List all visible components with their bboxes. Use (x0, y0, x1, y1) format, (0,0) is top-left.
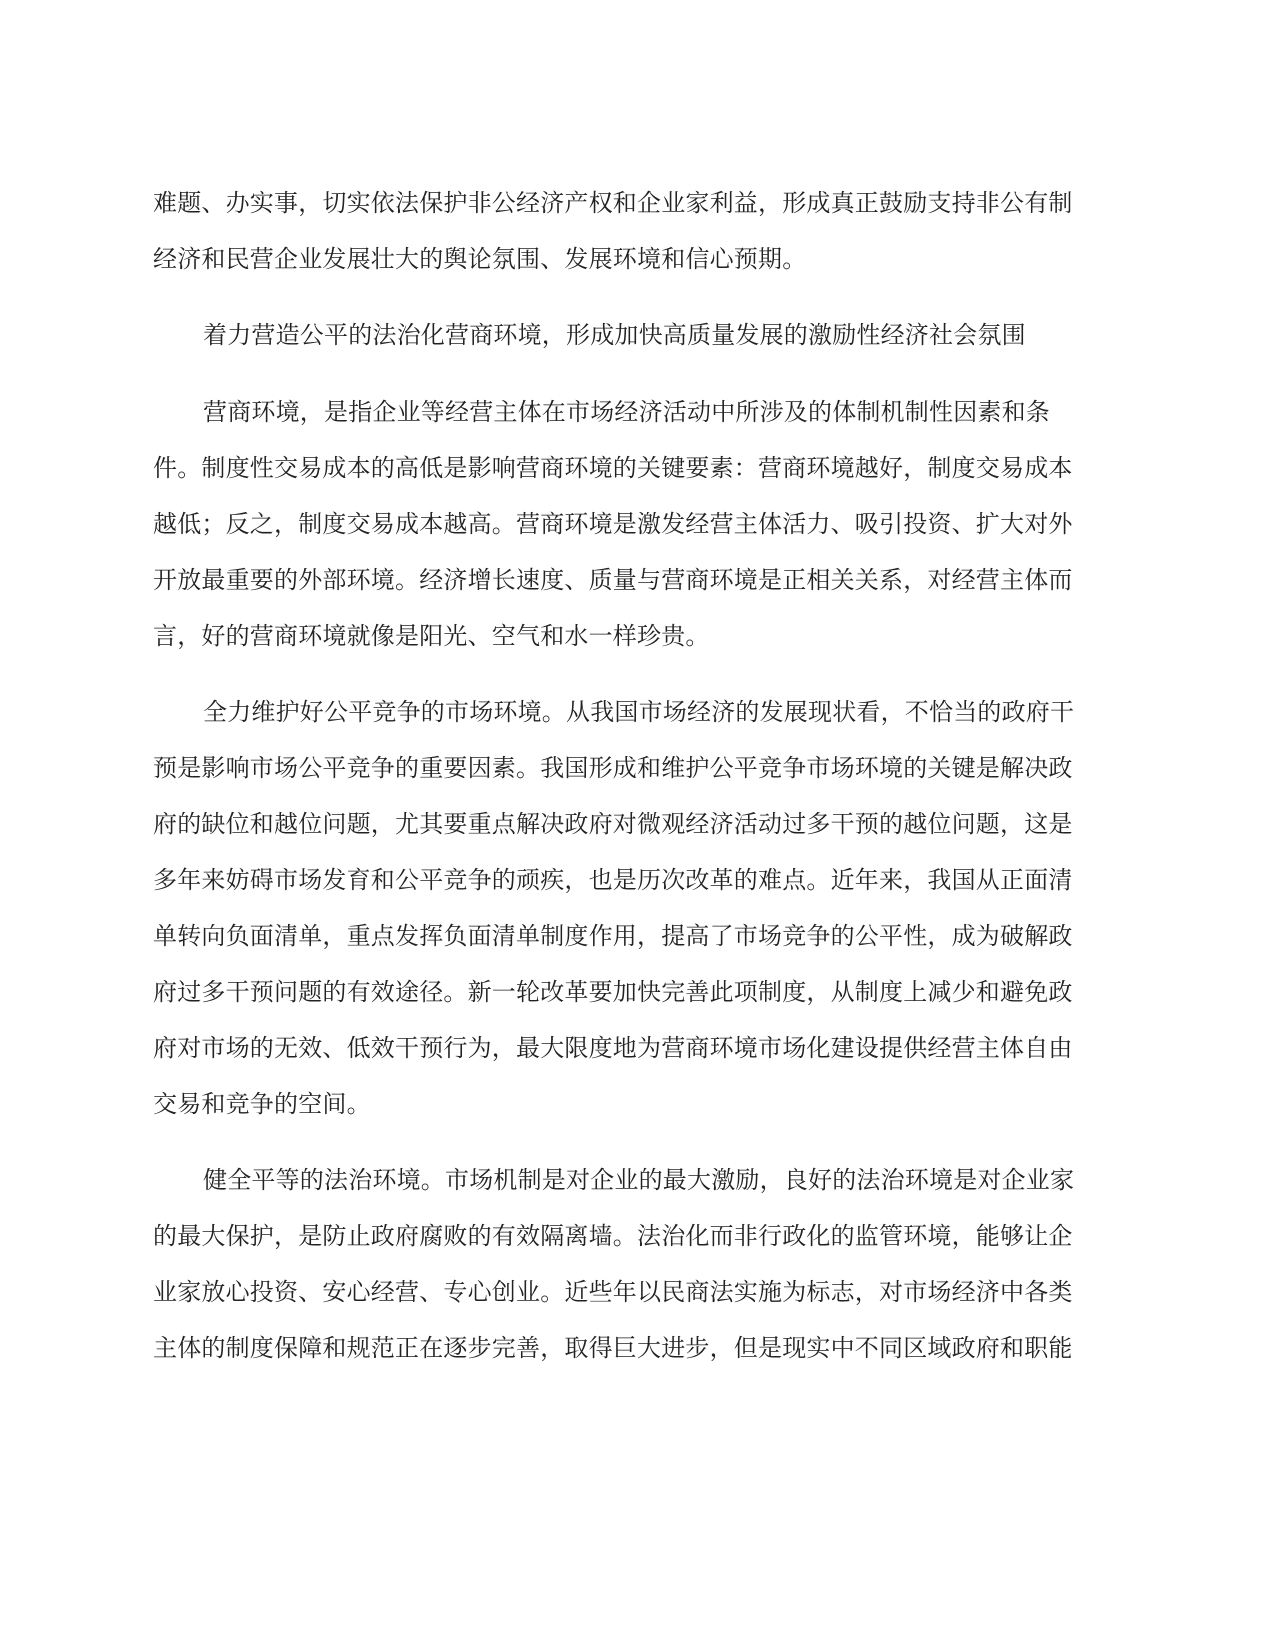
section-heading: 着力营造公平的法治化营商环境，形成加快高质量发展的激励性经济社会氛围 (203, 321, 1026, 349)
text-line: 府对市场的无效、低效干预行为，最大限度地为营商环境市场化建设提供经营主体自由 (153, 1034, 1073, 1062)
text-line: 全力维护好公平竞争的市场环境。从我国市场经济的发展现状看，不恰当的政府干 (203, 698, 1075, 726)
text-line: 营商环境，是指企业等经营主体在市场经济活动中所涉及的体制机制性因素和条 (203, 398, 1050, 426)
text-line: 多年来妨碍市场发育和公平竞争的顽疾，也是历次改革的难点。近年来，我国从正面清 (153, 866, 1073, 894)
text-line: 业家放心投资、安心经营、专心创业。近些年以民商法实施为标志，对市场经济中各类 (153, 1278, 1073, 1306)
text-line: 主体的制度保障和规范正在逐步完善，取得巨大进步，但是现实中不同区域政府和职能 (153, 1334, 1073, 1362)
text-line: 经济和民营企业发展壮大的舆论氛围、发展环境和信心预期。 (153, 245, 807, 273)
text-line: 难题、办实事，切实依法保护非公经济产权和企业家利益，形成真正鼓励支持非公有制 (153, 189, 1073, 217)
text-line: 越低；反之，制度交易成本越高。营商环境是激发经营主体活力、吸引投资、扩大对外 (153, 510, 1073, 538)
text-line: 健全平等的法治环境。市场机制是对企业的最大激励，良好的法治环境是对企业家 (203, 1166, 1075, 1194)
text-line: 开放最重要的外部环境。经济增长速度、质量与营商环境是正相关关系，对经营主体而 (153, 566, 1073, 594)
text-line: 交易和竞争的空间。 (153, 1090, 371, 1118)
text-line: 件。制度性交易成本的高低是影响营商环境的关键要素：营商环境越好，制度交易成本 (153, 454, 1073, 482)
text-line: 府过多干预问题的有效途径。新一轮改革要加快完善此项制度，从制度上减少和避免政 (153, 978, 1073, 1006)
text-line: 预是影响市场公平竞争的重要因素。我国形成和维护公平竞争市场环境的关键是解决政 (153, 754, 1073, 782)
text-line: 单转向负面清单，重点发挥负面清单制度作用，提高了市场竞争的公平性，成为破解政 (153, 922, 1073, 950)
text-line: 府的缺位和越位问题，尤其要重点解决政府对微观经济活动过多干预的越位问题，这是 (153, 810, 1073, 838)
text-line: 的最大保护，是防止政府腐败的有效隔离墙。法治化而非行政化的监管环境，能够让企 (153, 1222, 1073, 1250)
text-line: 言，好的营商环境就像是阳光、空气和水一样珍贵。 (153, 622, 710, 650)
